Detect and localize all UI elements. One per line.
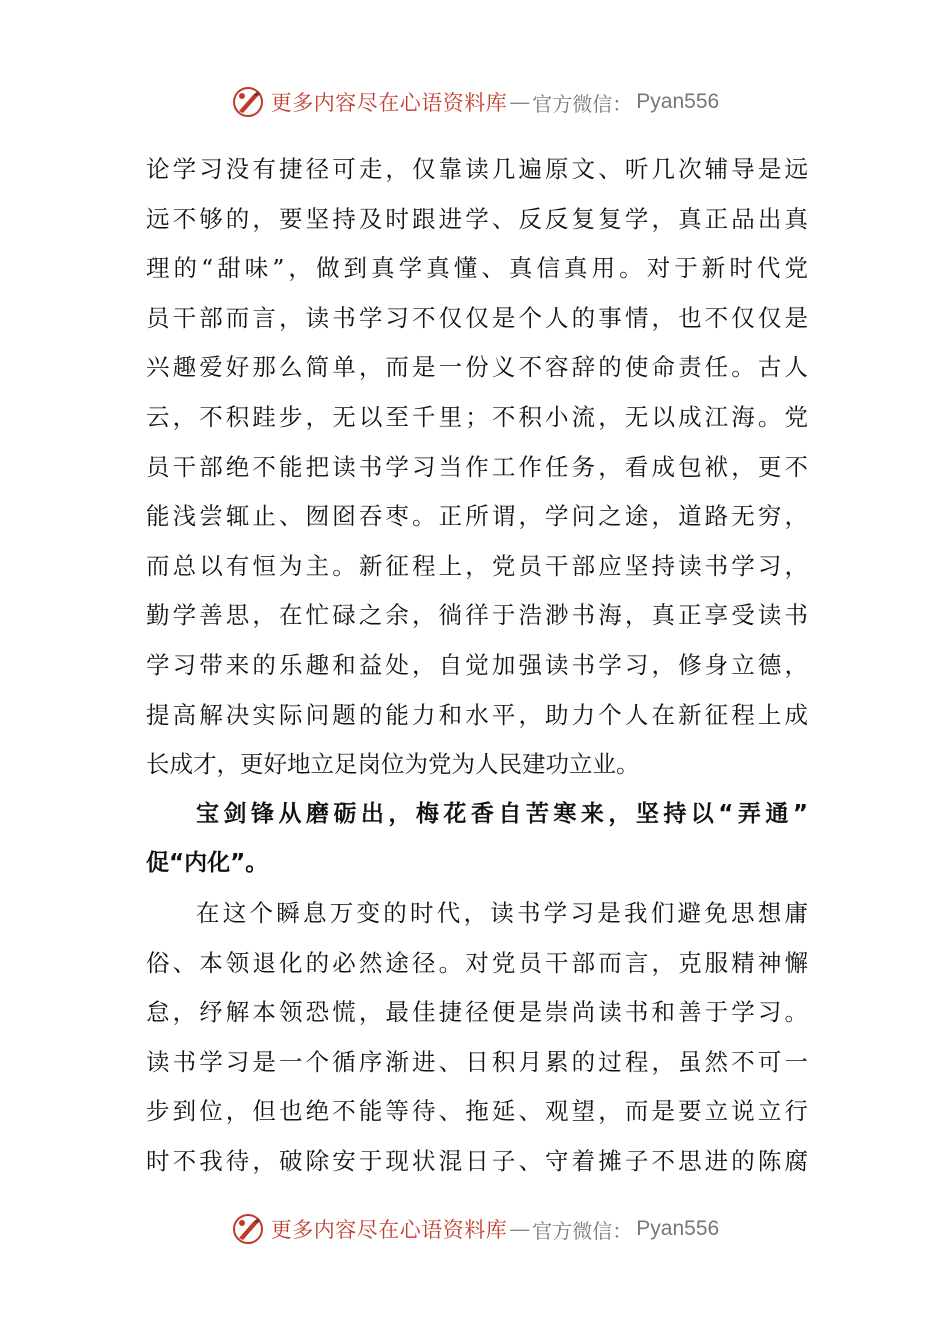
heading-line: 宝剑锋从磨砺出，梅花香自苦寒来，坚持以“弄通”	[196, 800, 808, 827]
text-line: 论学习没有捷径可走，仅靠读几遍原文、听几次辅导是远	[146, 155, 808, 183]
text-line: 远不够的，要坚持及时跟进学、反反复复学，真正品出真	[146, 204, 808, 233]
text-line: 勤学善思，在忙碌之余，徜徉于浩渺书海，真正享受读书	[146, 601, 808, 630]
text-line: 在这个瞬息万变的时代，读书学习是我们避免思想庸	[196, 898, 808, 927]
header-watermark	[0, 82, 950, 122]
text-line: 而总以有恒为主。新征程上，党员干部应坚持读书学习，	[146, 551, 808, 580]
watermark-label: 官方微信：	[532, 91, 633, 116]
text-line: 能浅尝辄止、囫囵吞枣。正所谓，学问之途，道路无穷，	[146, 502, 808, 531]
watermark-separator: —	[509, 1217, 531, 1241]
text-line: 员干部绝不能把读书学习当作工作任务，看成包袱，更不	[146, 452, 808, 481]
text-line: 理的“甜味”，做到真学真懂、真信真用。对于新时代党	[146, 254, 808, 283]
text-line: 步到位，但也绝不能等待、拖延、观望，而是要立说立行	[146, 1097, 808, 1126]
paragraph-1	[146, 145, 808, 790]
text-line: 提高解决实际问题的能力和水平，助力个人在新征程上成	[146, 700, 808, 729]
watermark-code: Pyan556	[636, 1217, 720, 1240]
footer-watermark	[0, 1209, 950, 1249]
text-line: 兴趣爱好那么简单，而是一份义不容辞的使命责任。古人	[146, 353, 808, 382]
section-heading	[146, 790, 808, 889]
document-body	[146, 145, 808, 1186]
text-line: 长成才，更好地立足岗位为党为人民建功立业。	[146, 750, 640, 779]
text-line: 读书学习是一个循序渐进、日积月累的过程，虽然不可一	[146, 1047, 808, 1076]
watermark-label: 官方微信：	[532, 1218, 633, 1243]
watermark-separator: —	[509, 90, 531, 114]
text-line: 时不我待，破除安于现状混日子、守着摊子不思进的陈腐	[146, 1146, 808, 1175]
text-line: 员干部而言，读书学习不仅仅是个人的事情，也不仅仅是	[146, 303, 808, 332]
paragraph-2	[146, 889, 808, 1187]
text-line: 怠，纾解本领恐慌，最佳捷径便是崇尚读书和善于学习。	[146, 998, 808, 1027]
pen-nib-icon	[231, 1212, 265, 1246]
text-line: 学习带来的乐趣和益处，自觉加强读书学习，修身立德，	[146, 650, 808, 679]
watermark-text: 更多内容尽在心语资料库	[270, 1218, 508, 1242]
pen-nib-icon	[231, 85, 265, 119]
text-line: 云，不积跬步，无以至千里；不积小流，无以成江海。党	[146, 402, 808, 431]
watermark-code: Pyan556	[636, 90, 720, 113]
text-line: 俗、本领退化的必然途径。对党员干部而言，克服精神懈	[146, 948, 808, 977]
heading-line: 促“内化”。	[146, 850, 269, 877]
watermark-text: 更多内容尽在心语资料库	[270, 91, 508, 115]
